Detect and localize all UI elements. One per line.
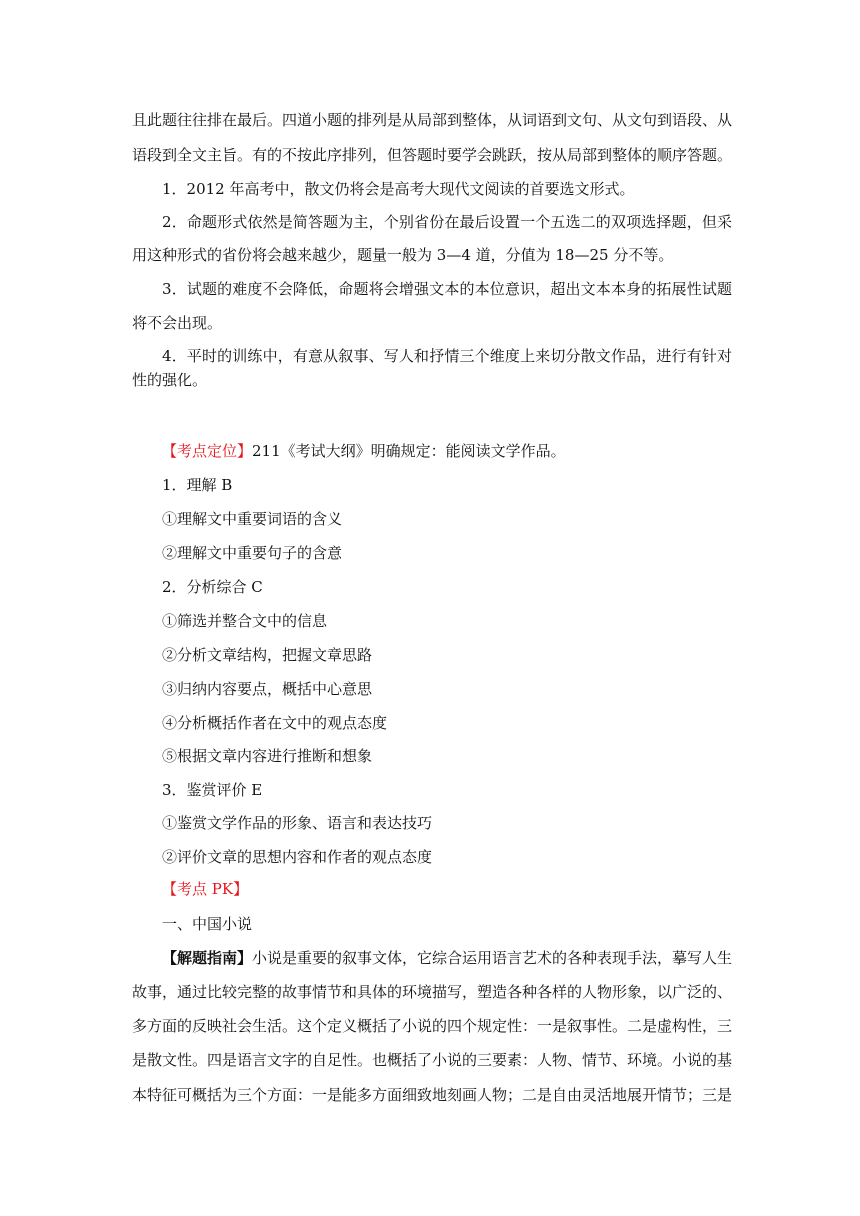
outline-item: ①鉴赏文学作品的形象、语言和表达技巧 <box>162 814 433 832</box>
prediction-3-line-1: 3．试题的难度不会降低，命题将会增强文本的本位意识，超出文本本身的拓展性试题 <box>162 280 732 298</box>
guide-line-1 <box>162 948 732 968</box>
prediction-2-line-2: 用这种形式的省份将会越来越少，题量一般为 3—4 道，分值为 18—25 分不等。 <box>132 246 674 264</box>
outline-heading-2: 2．分析综合 C <box>162 578 263 596</box>
outline-item: ①理解文中重要词语的含义 <box>162 510 343 528</box>
prediction-4-line-1: 4．平时的训练中，有意从叙事、写人和抒情三个维度上来切分散文作品，进行有针对 <box>162 347 732 365</box>
kaodian-text: 211《考试大纲》明确规定：能阅读文学作品。 <box>252 442 566 460</box>
guide-label: 【解题指南】 <box>162 949 253 967</box>
outline-item: ②分析文章结构，把握文章思路 <box>162 646 373 664</box>
guide-line-3: 多方面的反映社会生活。这个定义概括了小说的四个规定性：一是叙事性。二是虚构性，三 <box>132 1017 733 1035</box>
section-heading: 一、中国小说 <box>162 915 253 933</box>
guide-text: 小说是重要的叙事文体，它综合运用语言艺术的各种表现手法，摹写人生 <box>252 949 733 967</box>
guide-line-5: 本特征可概括为三个方面：一是能多方面细致地刻画人物；二是自由灵活地展开情节；三是 <box>132 1086 733 1104</box>
outline-item: ②理解文中重要句子的含意 <box>162 544 343 562</box>
guide-line-4: 是散文性。四是语言文字的自足性。也概括了小说的三要素：人物、情节、环境。小说的基 <box>132 1051 733 1069</box>
outline-item: ④分析概括作者在文中的观点态度 <box>162 714 388 732</box>
outline-item: ②评价文章的思想内容和作者的观点态度 <box>162 848 433 866</box>
prediction-4-line-2: 性的强化。 <box>132 371 208 389</box>
intro-line-1: 且此题往往排在最后。四道小题的排列是从局部到整体，从词语到文句、从文句到语段、从 <box>132 111 733 129</box>
outline-heading-1: 1．理解 B <box>162 476 233 494</box>
outline-heading-3: 3．鉴赏评价 E <box>162 781 263 799</box>
outline-item: ⑤根据文章内容进行推断和想象 <box>162 747 373 765</box>
outline-item: ③归纳内容要点，概括中心意思 <box>162 680 373 698</box>
kaodian-label: 【考点定位】 <box>162 442 253 460</box>
outline-item: ①筛选并整合文中的信息 <box>162 612 328 630</box>
prediction-1: 1．2012 年高考中，散文仍将会是高考大现代文阅读的首要选文形式。 <box>162 180 635 198</box>
pk-label: 【考点 PK】 <box>162 880 249 898</box>
prediction-2-line-1: 2．命题形式依然是简答题为主，个别省份在最后设置一个五选二的双项选择题，但采 <box>162 213 732 231</box>
intro-line-2: 语段到全文主旨。有的不按此序排列，但答题时要学会跳跃，按从局部到整体的顺序答题。 <box>132 146 733 164</box>
prediction-3-line-2: 将不会出现。 <box>132 314 223 332</box>
guide-line-2: 故事，通过比较完整的故事情节和具体的环境描写，塑造各种各样的人物形象，以广泛的、 <box>132 983 733 1001</box>
kaodian-paragraph <box>162 441 732 461</box>
